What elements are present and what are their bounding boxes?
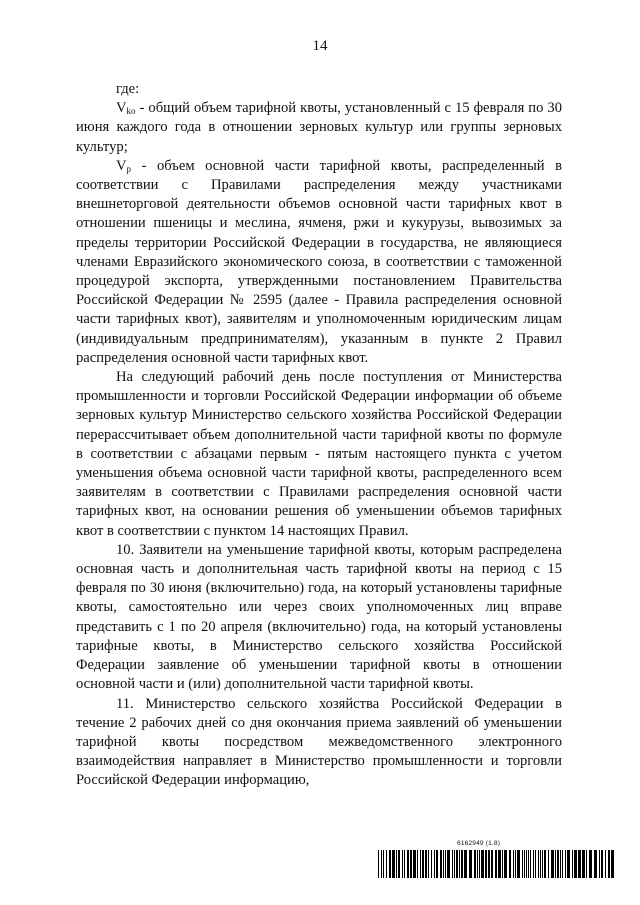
paragraph-vp-definition: [76, 157, 562, 368]
paragraph-item-11: 11. Министерство сельского хозяйства Российской Федерации в течение 2 рабочих дней со дня окончания приема заявлений об уменьшении тарифной квоты посредством межведомственного электронного взаимодействия направляет в Министерство промышленности и торговли Российской Федерации информацию,: [76, 695, 562, 789]
paragraph-item-10: 10. Заявители на уменьшение тарифной квоты, которым распределена основная часть и дополнительная часть тарифной квоты на период с 15 февраля по 30 июня (включительно) года, на который установлены тарифные квоты, самостоятельно или через своих уполномоченных лиц вправе представить с 1 по 20 апреля (включительно) года, на который установлены тарифные квоты, в Министерство сельского хозяйства Российской Федерации заявление об уменьшении тарифной квоты в отношении основной части и (или) дополнительной части тарифной квоты.: [76, 541, 562, 693]
barcode-code: 6162949 (1.8): [457, 840, 501, 847]
document-body: [76, 80, 562, 791]
paragraph-vko-definition: [76, 99, 562, 157]
barcode-image: [378, 850, 616, 878]
subscript-ko: ko: [126, 106, 136, 117]
paragraph-where: где:: [116, 81, 140, 97]
vko-text: - общий объем тарифной квоты, установленный с 15 февраля по 30 июня каждого года в отношении зерновых культур или группы зерновых культур;: [76, 100, 562, 155]
paragraph-recalculation: На следующий рабочий день после поступления от Министерства промышленности и торговли Российской Федерации информации об объеме зерновых культур Министерство сельского хозяйства Российской Федерации перерассчитывает объем дополнительной части тарифной квоты по формуле в соответствии с абзацами первым - пятым настоящего пункта с учетом уменьшения объема основной части тарифной квоты, распределенного всем заявителям в соответствии с Правилами распределения основной части тарифных квот, на основании решения об уменьшении объемов тарифных квот в соответствии с пунктом 14 настоящих Правил.: [76, 369, 562, 539]
subscript-p: p: [126, 163, 132, 174]
page-number: 14: [312, 38, 328, 54]
symbol-v: V: [116, 157, 127, 174]
vp-text: - объем основной части тарифной квоты, распределенный в соответствии с Правилами распределения между участниками внешнеторговой деятельности объемов основной части тарифных квот в отношении пшеницы и меслина, ячменя, ржи и кукурузы, вывозимых за пределы территории Российской Федерации в государства, не являющиеся членами Евразийского экономического союза, в соответствии с таможенной процедурой экспорта, утвержденными постановлением Правительства Российской Федерации № 2595 (далее - Правила распределения основной части тарифных квот), заявителям и уполномоченным юридическим лицам (индивидуальным предпринимателям), указанным в пункте 2 Правил распределения основной части тарифных квот.: [76, 157, 562, 366]
symbol-v: V: [116, 100, 127, 117]
